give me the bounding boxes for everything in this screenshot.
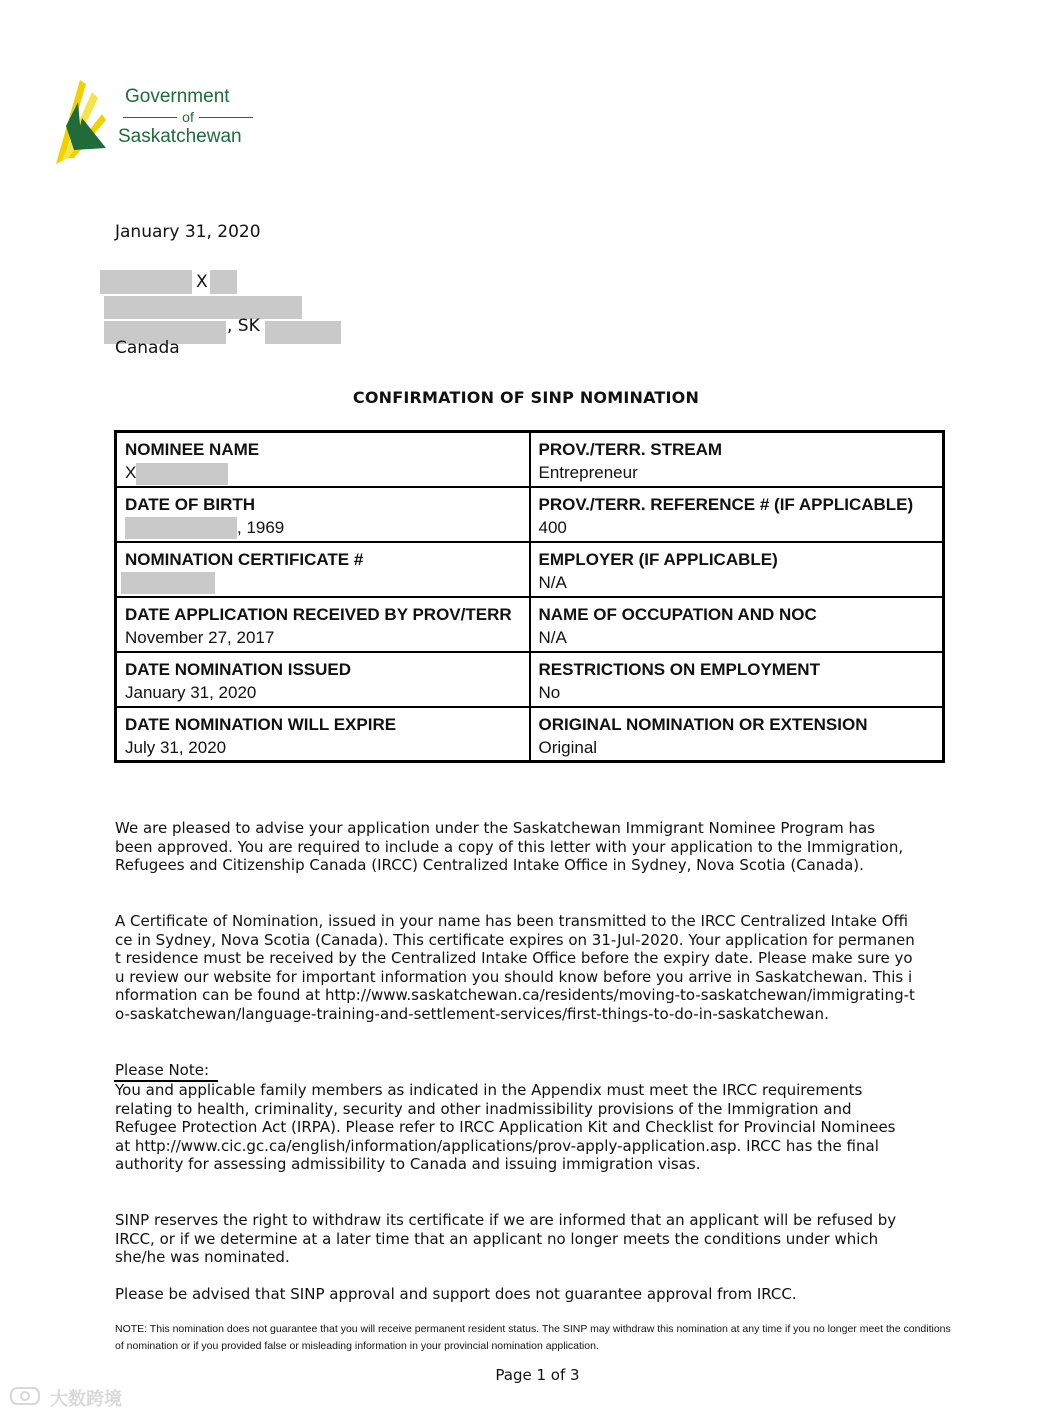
redaction-block <box>136 463 228 485</box>
reference-value: 400 <box>538 517 567 537</box>
redaction-block <box>100 270 192 294</box>
table-cell <box>530 597 944 652</box>
table-cell <box>530 487 944 542</box>
date-issued-value: January 31, 2020 <box>125 682 257 702</box>
paragraph-certificate: A Certificate of Nomination, issued in your name has been transmitted to the IRCC Centralized Intake Office in Sydney, Nova Scotia (Canada). This certificate expires on 31-Jul-2020. Your application for permanent residence must be received by the Centralized Intake Office before the expiry date. Please make sure you review our website for important information you should know before you arrive in Saskatchewan. This information can be found at http://www.saskatchewan.ca/residents/moving-to-saskatchewan/immigrating-to-saskatchewan/language-training-and-settlement-services/first-things-to-do-in-saskatchewan. <box>115 912 915 1023</box>
employer-value: N/A <box>538 572 567 592</box>
please-note-heading: Please Note: <box>115 1061 210 1079</box>
logo-line-of <box>118 108 258 126</box>
nomination-type-label: ORIGINAL NOMINATION OR EXTENSION <box>538 714 868 734</box>
table-cell <box>116 597 530 652</box>
table-row <box>116 432 944 487</box>
redaction-block <box>210 270 237 294</box>
address-country: Canada <box>115 338 180 358</box>
dob-text: , 1969 <box>237 517 285 537</box>
paragraph-advised: Please be advised that SINP approval and support does not guarantee approval from IRCC. <box>115 1285 797 1303</box>
table-row <box>116 597 944 652</box>
footer-note: NOTE: This nomination does not guarantee that you will receive permanent resident status. The SINP may withdraw this nomination at any time if you no longer meet the conditions of nomination or if you provided false or misleading information in your provincial nomination application. <box>115 1323 951 1352</box>
redaction-block <box>121 572 215 594</box>
table-cell <box>530 707 944 762</box>
table-row <box>116 542 944 597</box>
page-number: Page 1 of 3 <box>495 1366 580 1384</box>
certificate-label: NOMINATION CERTIFICATE # <box>125 549 364 569</box>
paragraph-approval: We are pleased to advise your application under the Saskatchewan Immigrant Nominee Program has been approved. You are required to include a copy of this letter with your application to the Immigration, Refugees and Citizenship Canada (IRCC) Centralized Intake Office in Sydney, Nova Scotia (Canada). <box>115 819 904 874</box>
reference-label: PROV./TERR. REFERENCE # (IF APPLICABLE) <box>538 494 914 514</box>
table-cell <box>116 707 530 762</box>
watermark <box>10 1384 122 1411</box>
restrictions-value: No <box>538 682 561 702</box>
camera-icon <box>10 1384 44 1411</box>
wheat-sheaf-icon <box>52 74 112 166</box>
nominee-name-label: NOMINEE NAME <box>125 440 260 459</box>
table-cell <box>116 432 530 487</box>
dob-value <box>125 516 521 540</box>
logo-of-text: of <box>182 109 194 125</box>
redaction-block <box>125 517 237 539</box>
table-cell <box>530 432 944 487</box>
stream-value: Entrepreneur <box>538 463 638 482</box>
watermark-text: 大数跨境 <box>50 1388 122 1410</box>
table-cell <box>116 542 530 597</box>
dob-label: DATE OF BIRTH <box>125 494 256 514</box>
table-cell <box>530 652 944 707</box>
logo-line-saskatchewan: Saskatchewan <box>118 126 242 147</box>
letter-date: January 31, 2020 <box>115 222 261 242</box>
expiry-value: July 31, 2020 <box>125 737 227 757</box>
table-cell <box>116 652 530 707</box>
paragraph-withdraw: SINP reserves the right to withdraw its certificate if we are informed that an applicant will be refused by IRCC, or if we determine at a later time that an applicant no longer meets the conditions under which she/he was nominated. <box>115 1211 897 1266</box>
document-title: CONFIRMATION OF SINP NOMINATION <box>352 388 700 407</box>
expiry-label: DATE NOMINATION WILL EXPIRE <box>125 714 397 734</box>
restrictions-label: RESTRICTIONS ON EMPLOYMENT <box>538 659 820 679</box>
nominee-name-value <box>125 461 521 485</box>
date-issued-label: DATE NOMINATION ISSUED <box>125 659 352 679</box>
government-logo-text <box>118 86 258 148</box>
employer-label: EMPLOYER (IF APPLICABLE) <box>538 549 778 569</box>
table-cell <box>530 542 944 597</box>
occupation-value: N/A <box>538 627 567 647</box>
address-line-3: , SK <box>227 316 260 336</box>
table-cell <box>116 487 530 542</box>
table-row <box>116 487 944 542</box>
address-line-1: X <box>196 272 208 292</box>
date-received-value: November 27, 2017 <box>125 627 275 647</box>
nominee-name-text: X <box>125 463 137 482</box>
redaction-block <box>104 296 302 319</box>
nomination-type-value: Original <box>538 737 598 757</box>
table-row <box>116 707 944 762</box>
certificate-value <box>125 571 521 595</box>
paragraph-requirements: You and applicable family members as indicated in the Appendix must meet the IRCC requirements relating to health, criminality, security and other inadmissibility provisions of the Immigration and Refugee Protection Act (IRPA). Please refer to IRCC Application Kit and Checklist for Provincial Nominees at http://www.cic.gc.ca/english/information/applications/prov-apply-application.asp. IRCC has the final authority for assessing admissibility to Canada and issuing immigration visas. <box>115 1081 896 1173</box>
nomination-table <box>114 430 945 763</box>
occupation-label: NAME OF OCCUPATION AND NOC <box>538 604 817 624</box>
table-row <box>116 652 944 707</box>
stream-label: PROV./TERR. STREAM <box>538 440 723 459</box>
date-received-label: DATE APPLICATION RECEIVED BY PROV/TERR <box>125 604 512 624</box>
logo-line-government: Government <box>125 86 230 107</box>
redaction-block <box>265 321 341 344</box>
